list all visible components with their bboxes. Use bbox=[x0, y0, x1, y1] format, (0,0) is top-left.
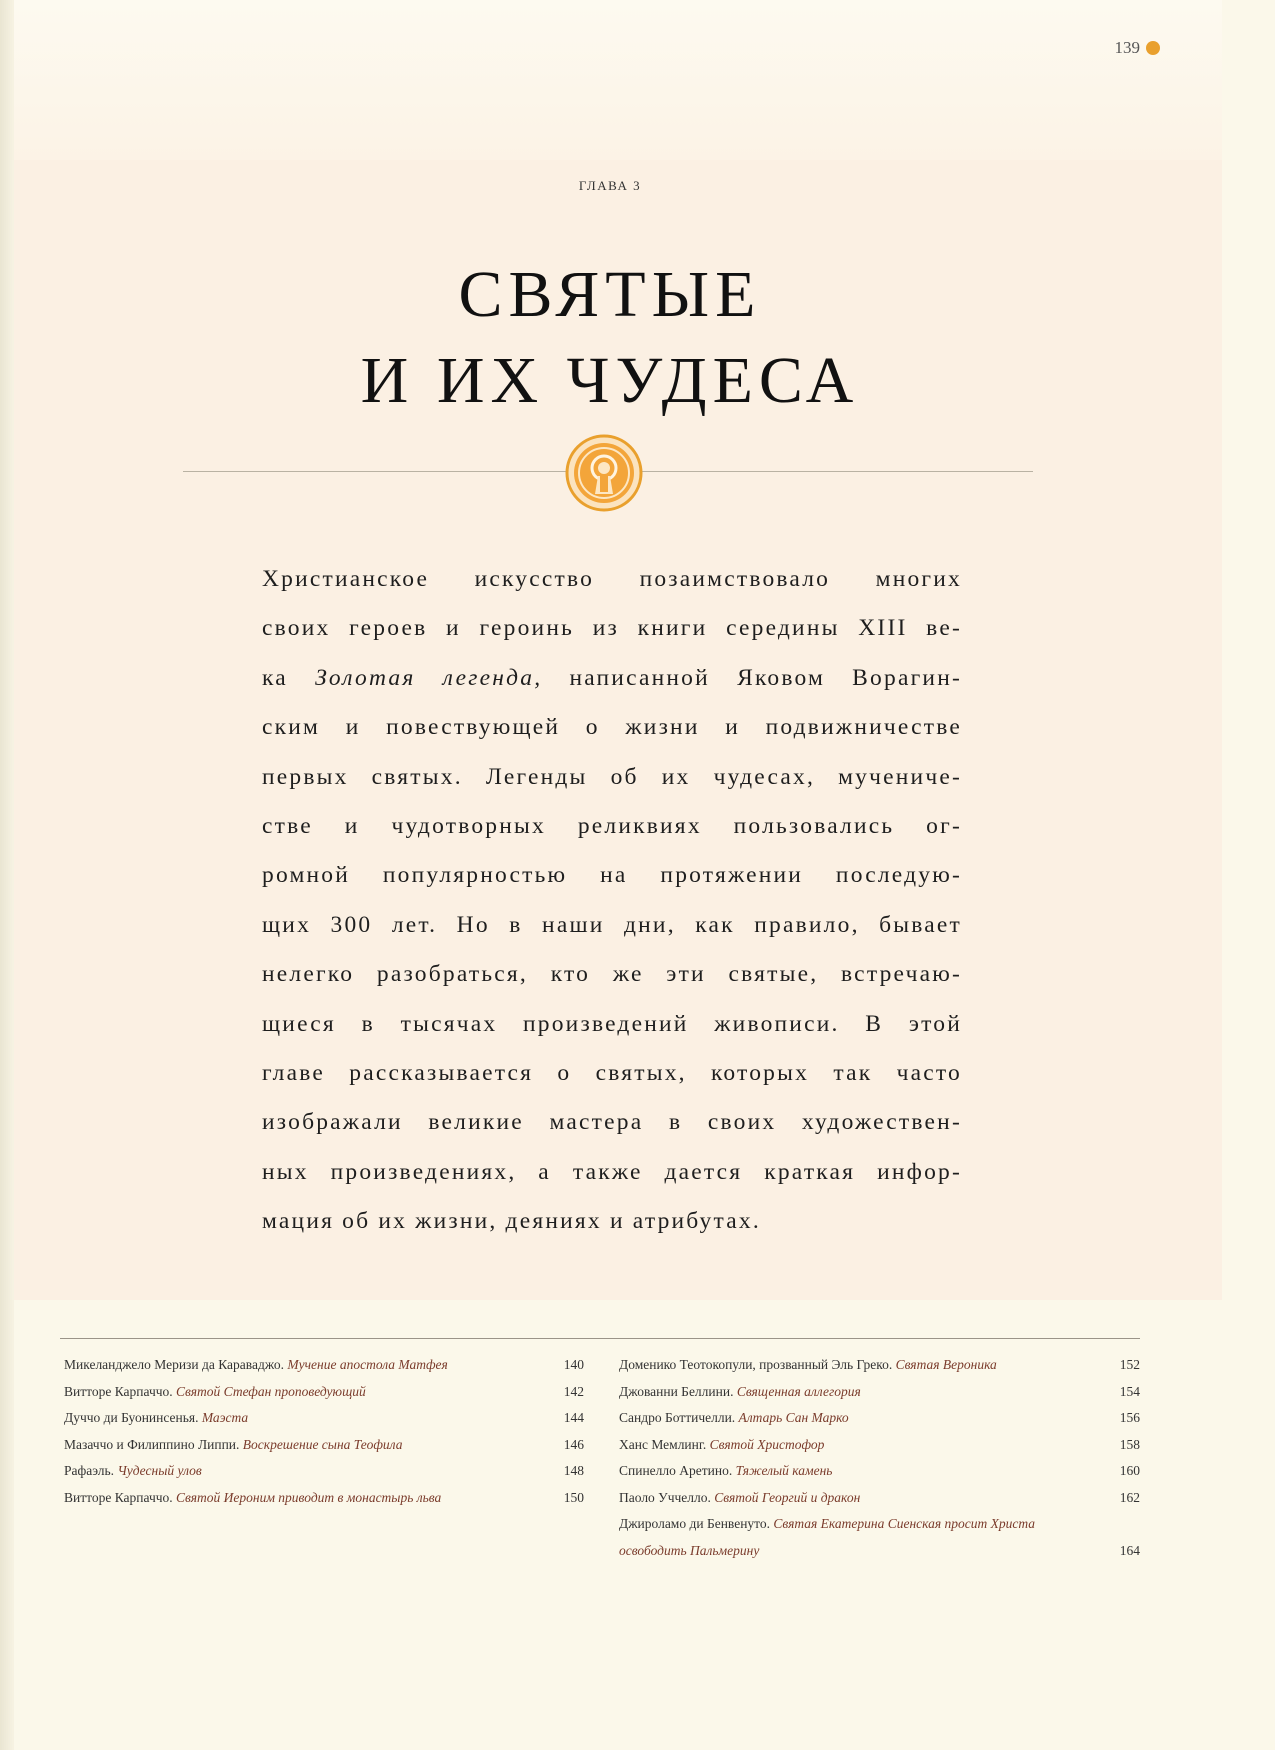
page-dot-icon bbox=[1146, 41, 1160, 55]
toc-work-title: Святой Христофор bbox=[709, 1436, 825, 1452]
chapter-title-line-1: СВЯТЫЕ bbox=[458, 258, 762, 331]
toc-artist: Витторе Карпаччо. bbox=[64, 1489, 173, 1505]
toc-entry-text bbox=[619, 1458, 1140, 1485]
toc-work-title: Алтарь Сан Марко bbox=[738, 1410, 849, 1425]
toc-entry[interactable] bbox=[619, 1458, 1140, 1485]
toc-entry-text bbox=[64, 1405, 584, 1432]
toc-work-title: Священная аллегория bbox=[736, 1383, 861, 1399]
intro-line: Христианское искусство позаимствовало многих bbox=[262, 566, 962, 592]
toc-artist: Джованни Беллини. bbox=[619, 1383, 734, 1399]
toc-entry[interactable] bbox=[619, 1432, 1140, 1459]
intro-line: изображали великие мастера в своих художествен- bbox=[262, 1109, 962, 1136]
toc-entry[interactable] bbox=[619, 1405, 1140, 1432]
toc-work-title: Мучение апостола Матфея bbox=[287, 1357, 448, 1372]
intro-line: главе рассказывается о святых, которых так часто bbox=[262, 1060, 962, 1087]
toc-entry-text bbox=[619, 1405, 1140, 1432]
halo-medallion-icon bbox=[565, 434, 643, 512]
intro-line: ных произведениях, а также дается краткая инфор- bbox=[262, 1158, 962, 1185]
toc-entry-text bbox=[64, 1379, 584, 1406]
intro-line: первых святых. Легенды об их чудесах, мучениче- bbox=[262, 763, 962, 790]
toc-artist: Паоло Уччелло. bbox=[619, 1489, 711, 1505]
toc-work-title: Святая Екатерина Сиенская просит Христа освободить Пальмерину bbox=[619, 1516, 1036, 1558]
intro-line: своих героев и героинь из книги середины XIII ве- bbox=[262, 615, 962, 642]
intro-line: мация об их жизни, деяниях и атрибутах. bbox=[262, 1208, 761, 1235]
toc-artist: Дуччо ди Буонинсенья. bbox=[64, 1410, 199, 1425]
intro-line: нелегко разобраться, кто же эти святые, встречаю- bbox=[262, 961, 962, 988]
toc-artist: Мазаччо и Филиппино Липпи. bbox=[64, 1436, 240, 1452]
toc-entry[interactable] bbox=[619, 1511, 1140, 1564]
toc-artist: Джироламо ди Бенвенуто. bbox=[619, 1516, 771, 1531]
toc-entry-text bbox=[619, 1432, 1140, 1459]
toc-entry-text bbox=[619, 1352, 1140, 1379]
intro-line: щих 300 лет. Но в наши дни, как правило, бывает bbox=[262, 911, 962, 938]
toc-page-number: 160 bbox=[1119, 1463, 1140, 1478]
intro-line: ромной популярностью на протяжении последую- bbox=[262, 862, 962, 889]
toc-entry-text bbox=[619, 1379, 1140, 1406]
toc-page-number: 142 bbox=[563, 1383, 584, 1399]
toc-entry-text bbox=[64, 1432, 584, 1459]
toc-page-number: 152 bbox=[1119, 1357, 1140, 1372]
toc-page-number: 162 bbox=[1119, 1489, 1140, 1505]
toc-work-title: Тяжелый камень bbox=[735, 1463, 833, 1478]
toc-entry[interactable] bbox=[64, 1379, 584, 1406]
toc-artist: Микеланджело Меризи да Караваджо. bbox=[64, 1357, 284, 1372]
intro-line-part: написанной Яковом Ворагин- bbox=[569, 664, 963, 691]
divider-right bbox=[638, 471, 1033, 472]
toc-work-title: Святая Вероника bbox=[895, 1357, 997, 1372]
toc-work-title: Воскрешение сына Теофила bbox=[242, 1436, 403, 1452]
book-title-italic: Золотая легенда, bbox=[315, 664, 543, 691]
page-number-text: 139 bbox=[1114, 38, 1140, 57]
toc-page-number: 154 bbox=[1119, 1383, 1140, 1399]
toc-work-title: Маэста bbox=[201, 1410, 249, 1425]
divider-left bbox=[183, 471, 571, 472]
toc-artist: Ханс Мемлинг. bbox=[619, 1436, 707, 1452]
toc-entry[interactable] bbox=[64, 1405, 584, 1432]
toc-artist: Сандро Боттичелли. bbox=[619, 1410, 736, 1425]
toc-divider bbox=[60, 1338, 1140, 1339]
toc-page-number: 164 bbox=[1119, 1542, 1140, 1558]
toc-entry-text bbox=[619, 1485, 1140, 1512]
toc-page-number: 144 bbox=[563, 1410, 584, 1425]
toc-entry-text bbox=[619, 1511, 1140, 1564]
toc-page-number: 156 bbox=[1119, 1410, 1140, 1425]
intro-line-part: ка bbox=[262, 664, 288, 691]
toc-column-left bbox=[64, 1352, 584, 1511]
toc-artist: Витторе Карпаччо. bbox=[64, 1383, 173, 1399]
intro-line: щиеся в тысячах произведений живописи. В этой bbox=[262, 1010, 962, 1037]
page-number bbox=[1100, 38, 1160, 58]
toc-entry[interactable] bbox=[619, 1379, 1140, 1406]
toc-entry-text bbox=[64, 1352, 584, 1379]
toc-entry[interactable] bbox=[64, 1485, 584, 1512]
toc-entry[interactable] bbox=[64, 1458, 584, 1485]
toc-work-title: Чудесный улов bbox=[117, 1463, 202, 1478]
intro-paragraph bbox=[262, 555, 962, 1247]
toc-entry-text bbox=[64, 1458, 584, 1485]
toc-entry[interactable] bbox=[64, 1352, 584, 1379]
toc-page-number: 150 bbox=[563, 1489, 584, 1505]
toc-entry[interactable] bbox=[619, 1485, 1140, 1512]
intro-line bbox=[262, 654, 962, 703]
toc-artist: Спинелло Аретино. bbox=[619, 1463, 733, 1478]
toc-page-number: 146 bbox=[563, 1436, 584, 1452]
toc-entry[interactable] bbox=[64, 1432, 584, 1459]
toc-entry[interactable] bbox=[619, 1352, 1140, 1379]
toc-entry-text bbox=[64, 1485, 584, 1512]
toc-artist: Рафаэль. bbox=[64, 1463, 115, 1478]
intro-line: ским и повествующей о жизни и подвижничестве bbox=[262, 714, 962, 741]
chapter-label: ГЛАВА 3 bbox=[578, 178, 642, 193]
toc-page-number: 140 bbox=[563, 1357, 584, 1372]
panel-top-fade bbox=[14, 0, 1222, 160]
toc-column-right bbox=[619, 1352, 1140, 1564]
intro-line: стве и чудотворных реликвиях пользовались ог- bbox=[262, 813, 962, 840]
toc-work-title: Святой Стефан проповедующий bbox=[176, 1383, 366, 1399]
toc-work-title: Святой Георгий и дракон bbox=[714, 1489, 861, 1505]
chapter-title bbox=[0, 252, 1220, 424]
toc-work-title: Святой Иероним приводит в монастырь льва bbox=[176, 1489, 442, 1505]
toc-page-number: 158 bbox=[1119, 1436, 1140, 1452]
toc-artist: Доменико Теотокопули, прозванный Эль Греко. bbox=[619, 1357, 893, 1372]
toc-page-number: 148 bbox=[563, 1463, 584, 1478]
chapter-title-line-2: И ИХ ЧУДЕСА bbox=[360, 344, 860, 417]
